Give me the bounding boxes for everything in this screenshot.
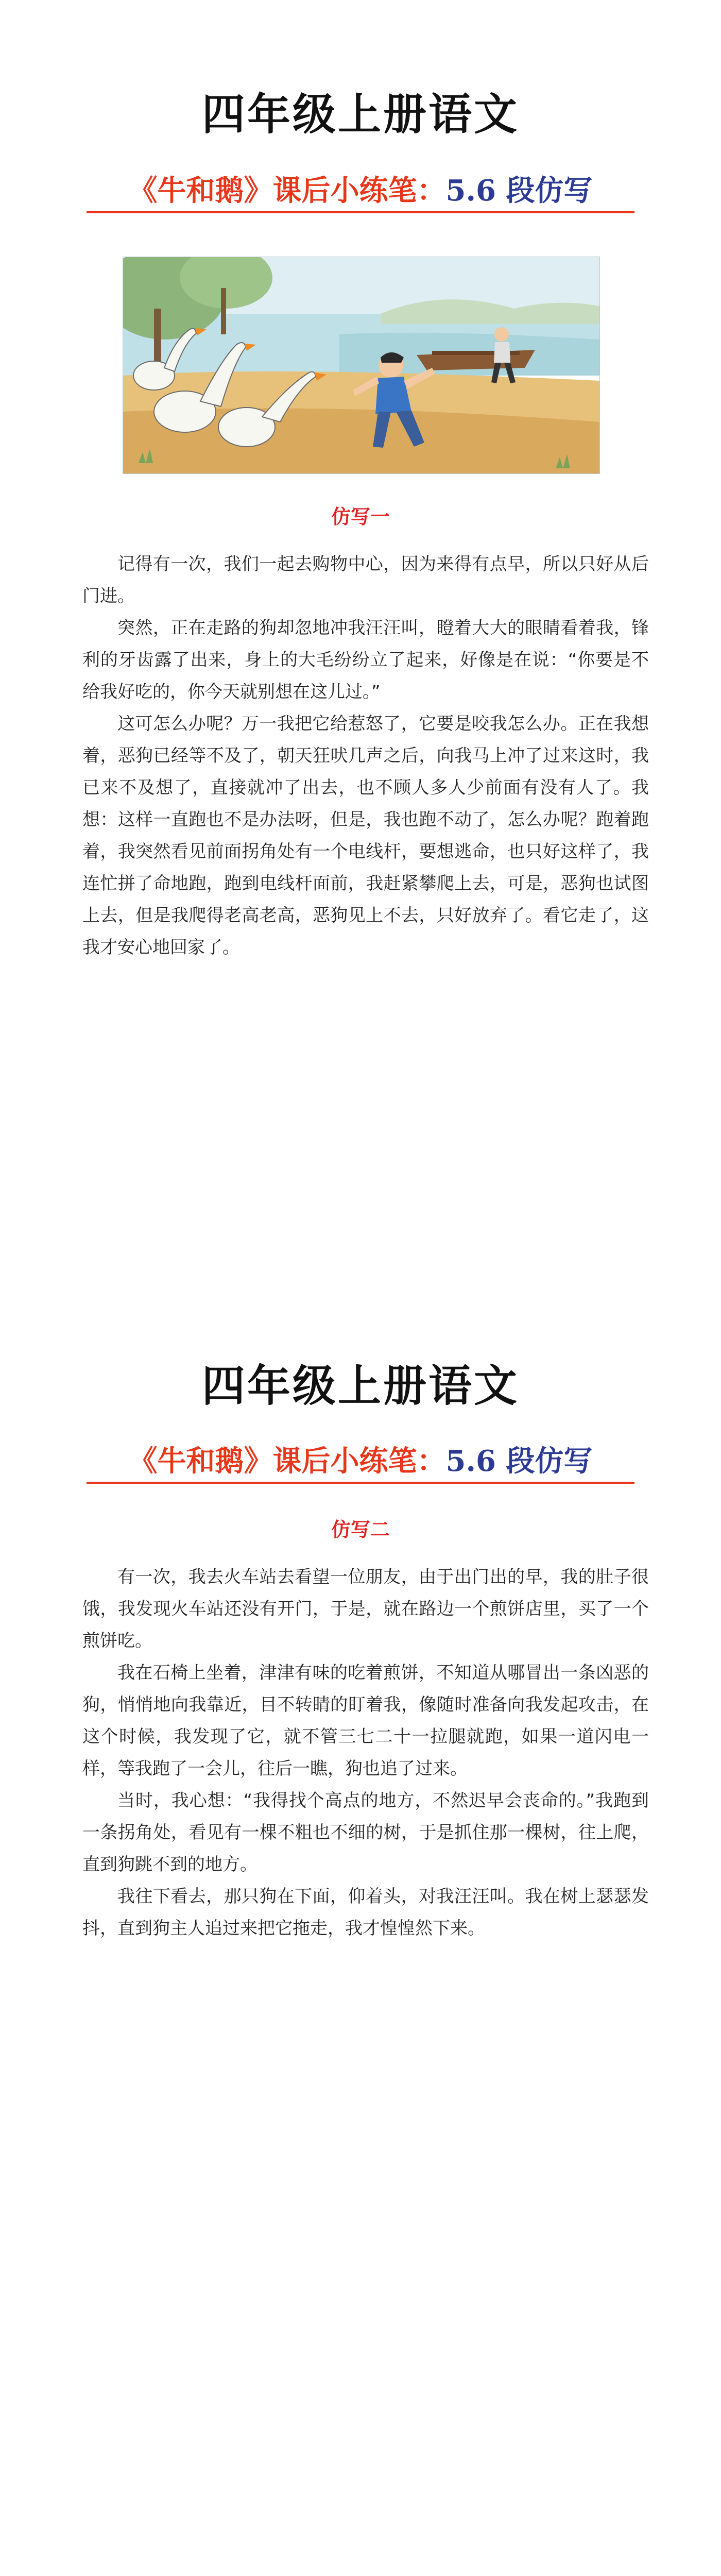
subtitle-task: 5.6 段仿写 — [445, 1444, 593, 1478]
subtitle-underline — [87, 211, 634, 213]
subtitle — [0, 1443, 721, 1480]
version-title: 仿写二 — [331, 1518, 390, 1541]
subtitle-lesson: 《牛和鹅》课后小练笔： — [128, 1444, 446, 1478]
version-title: 仿写一 — [331, 505, 390, 528]
paragraph: 我往下看去，那只狗在下面，仰着头，对我汪汪叫。我在树上瑟瑟发抖，直到狗主人追过来把它拖走，我才惶惶然下来。 — [82, 1886, 649, 1939]
boy-chased-by-geese-illustration — [123, 257, 600, 474]
paragraph: 这可怎么办呢？万一我把它给惹怒了，它要是咬我怎么办。正在我想着，恶狗已经等不及了，朝天狂吠几声之后，向我马上冲了过来这时，我已来不及想了，直接就冲了出去，也不顾人多人少前面有没有人了。我想：这样一直跑也不是办法呀，但是，我也跑不动了，怎么办呢？跑着跑着，我突然看见前面拐角处有一个电线杆，要想逃命，也只好这样了，我连忙拼了命地跑，跑到电线杆面前，我赶紧攀爬上去，可是，恶狗也试图上去，但是我爬得老高老高，恶狗见上不去，只好放弃了。看它走了，这我才安心地回家了。 — [82, 714, 649, 958]
subtitle-underline — [87, 1482, 634, 1484]
paragraph: 有一次，我去火车站去看望一位朋友，由于出门出的早，我的肚子很饿，我发现火车站还没有开门，于是，就在路边一个煎饼店里，买了一个煎饼吃。 — [82, 1567, 649, 1651]
subtitle-task: 5.6 段仿写 — [445, 174, 593, 208]
paragraph: 突然，正在走路的狗却忽地冲我汪汪叫，瞪着大大的眼睛看着我，锋利的牙齿露了出来，身上的大毛纷纷立了起来，好像是在说：“你要是不给我好吃的，你今天就别想在这儿过。” — [82, 618, 649, 702]
page-title: 四年级上册语文 — [201, 1361, 519, 1411]
paragraph: 当时，我心想：“我得找个高点的地方，不然迟早会丧命的。”我跑到一条拐角处，看见有一棵不粗也不细的树，于是抓住那一棵树，往上爬，直到狗跳不到的地方。 — [82, 1790, 649, 1875]
section-1 — [0, 0, 721, 1185]
section-3 — [0, 0, 721, 1]
paragraph: 记得有一次，我们一起去购物中心，因为来得有点早，所以只好从后门进。 — [82, 554, 649, 606]
subtitle-lesson: 《牛和鹅》课后小练笔： — [128, 174, 446, 208]
paragraph: 我在石椅上坐着，津津有味的吃着煎饼，不知道从哪冒出一条凶恶的狗，悄悄地向我靠近，目不转睛的盯着我，像随时准备向我发起攻击，在这个时候，我发现了它，就不管三七二十一拉腿就跑，如果一道闪电一样，等我跑了一会儿，往后一瞧，狗也追了过来。 — [82, 1663, 649, 1779]
subtitle — [0, 172, 721, 209]
page-title: 四年级上册语文 — [201, 89, 519, 140]
